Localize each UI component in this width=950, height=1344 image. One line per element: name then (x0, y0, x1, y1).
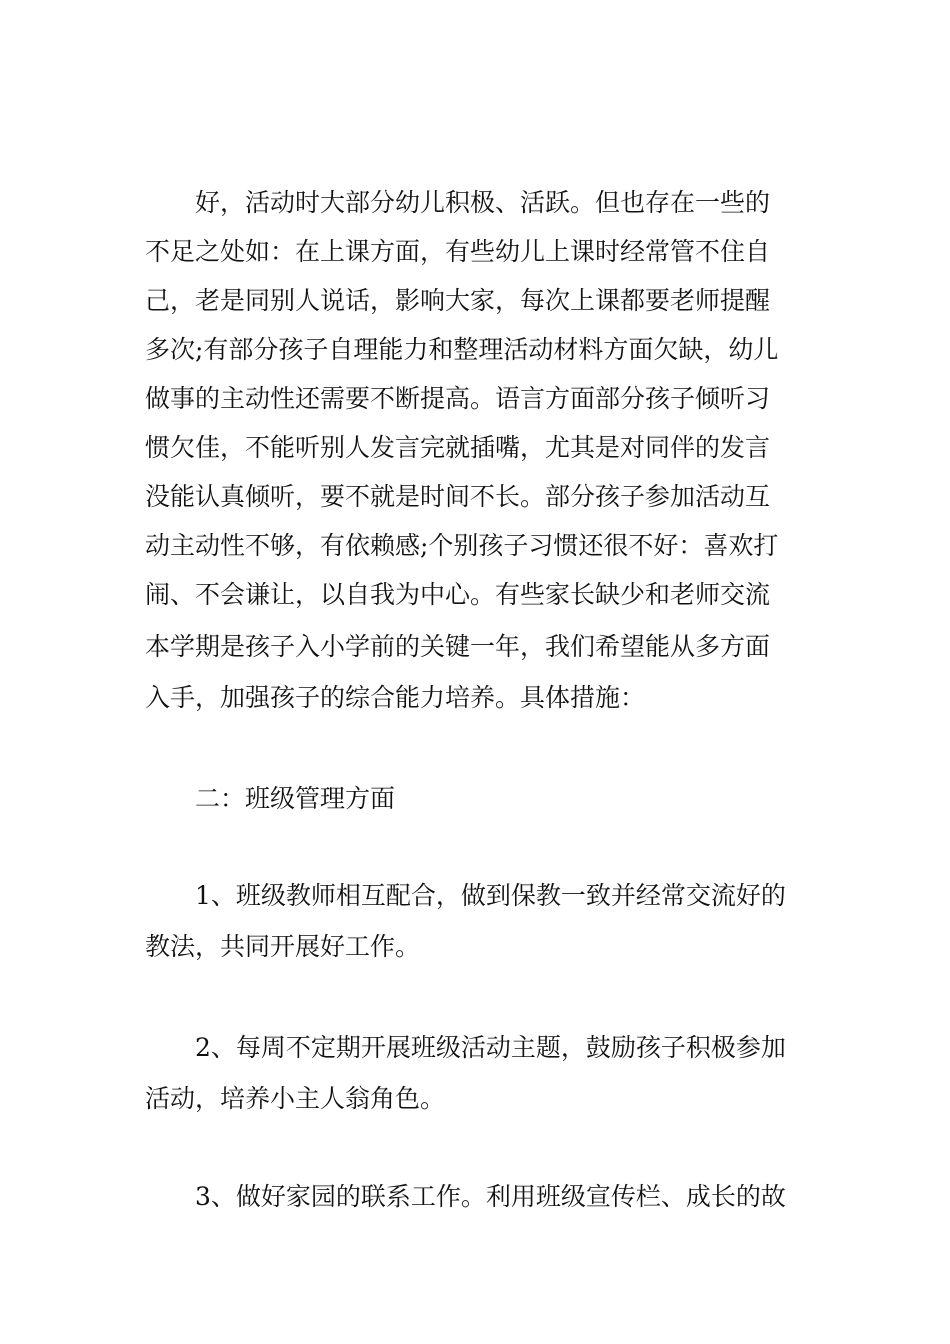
paragraph-line: 没能认真倾听，要不就是时间不长。部分孩子参加活动互 (145, 482, 771, 511)
paragraph-line: 多次;有部分孩子自理能力和整理活动材料方面欠缺，幼儿 (145, 335, 779, 364)
list-item-line: 3、做好家园的联系工作。利用班级宣传栏、成长的故 (195, 1182, 786, 1211)
paragraph-line: 好，活动时大部分幼儿积极、活跃。但也存在一些的 (195, 188, 771, 217)
list-item-line: 2、每周不定期开展班级活动主题，鼓励孩子积极参加 (195, 1033, 786, 1062)
paragraph-line: 惯欠佳，不能听别人发言完就插嘴，尤其是对同伴的发言 (145, 433, 771, 462)
list-item-line: 1、班级教师相互配合，做到保教一致并经常交流好的 (195, 881, 786, 910)
paragraph-line: 动主动性不够，有依赖感;个别孩子习惯还很不好：喜欢打 (145, 531, 779, 560)
paragraph-line: 己，老是同别人说话，影响大家，每次上课都要老师提醒 (145, 286, 771, 315)
paragraph-line: 做事的主动性还需要不断提高。语言方面部分孩子倾听习 (145, 384, 771, 413)
paragraph-line: 闹、不会谦让，以自我为中心。有些家长缺少和老师交流 (145, 580, 771, 609)
paragraph-line: 本学期是孩子入小学前的关键一年，我们希望能从多方面 (145, 632, 771, 661)
section-heading: 二：班级管理方面 (195, 784, 396, 813)
list-item-line: 活动，培养小主人翁角色。 (145, 1084, 446, 1113)
paragraph-line: 入手，加强孩子的综合能力培养。具体措施： (145, 683, 646, 712)
paragraph-line: 不足之处如：在上课方面，有些幼儿上课时经常管不住自 (145, 237, 771, 266)
list-item-line: 教法，共同开展好工作。 (145, 932, 421, 961)
